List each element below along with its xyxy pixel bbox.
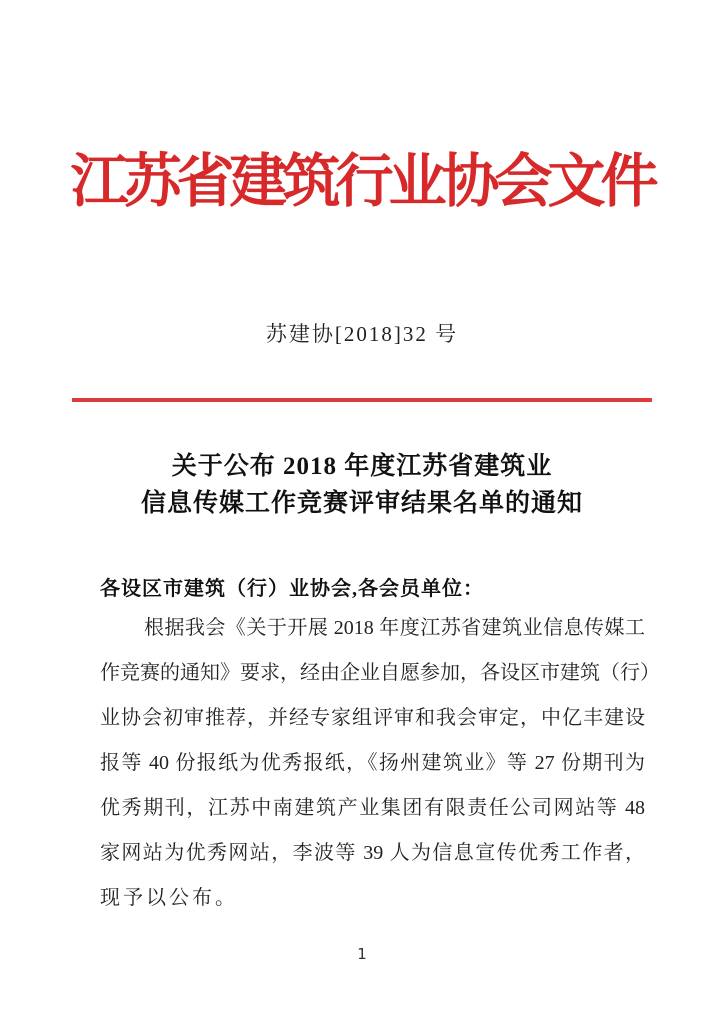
document-title-line-1: 关于公布 2018 年度江苏省建筑业: [171, 453, 553, 480]
body-line: 根据我会《关于开展 2018 年度江苏省建筑业信息传媒工: [144, 617, 645, 639]
body-line: 现予以公布。: [100, 887, 238, 909]
body-line: 业协会初审推荐，并经专家组评审和我会审定，中亿丰建设: [100, 707, 645, 729]
body-line: 家网站为优秀网站，李波等 39 人为信息宣传优秀工作者，: [100, 842, 645, 864]
body-line: 报等 40 份报纸为优秀报纸，《扬州建筑业》等 27 份期刊为: [100, 752, 645, 774]
document-number: 苏建协[2018]32 号: [265, 322, 459, 346]
red-separator-rule: [72, 398, 652, 402]
body-line: 作竞赛的通知》要求，经由企业自愿参加，各设区市建筑（行）: [100, 662, 660, 684]
salutation-line: 各设区市建筑（行）业协会,各会员单位：: [100, 578, 484, 600]
document-masthead-title: 江苏省建筑行业协会文件: [70, 149, 654, 214]
document-title-line-2: 信息传媒工作竞赛评审结果名单的通知: [140, 490, 583, 517]
document-title: [0, 448, 724, 522]
body-paragraph: [100, 606, 660, 921]
page-number: 1: [357, 945, 367, 963]
body-line: 优秀期刊，江苏中南建筑产业集团有限责任公司网站等 48: [100, 797, 645, 819]
